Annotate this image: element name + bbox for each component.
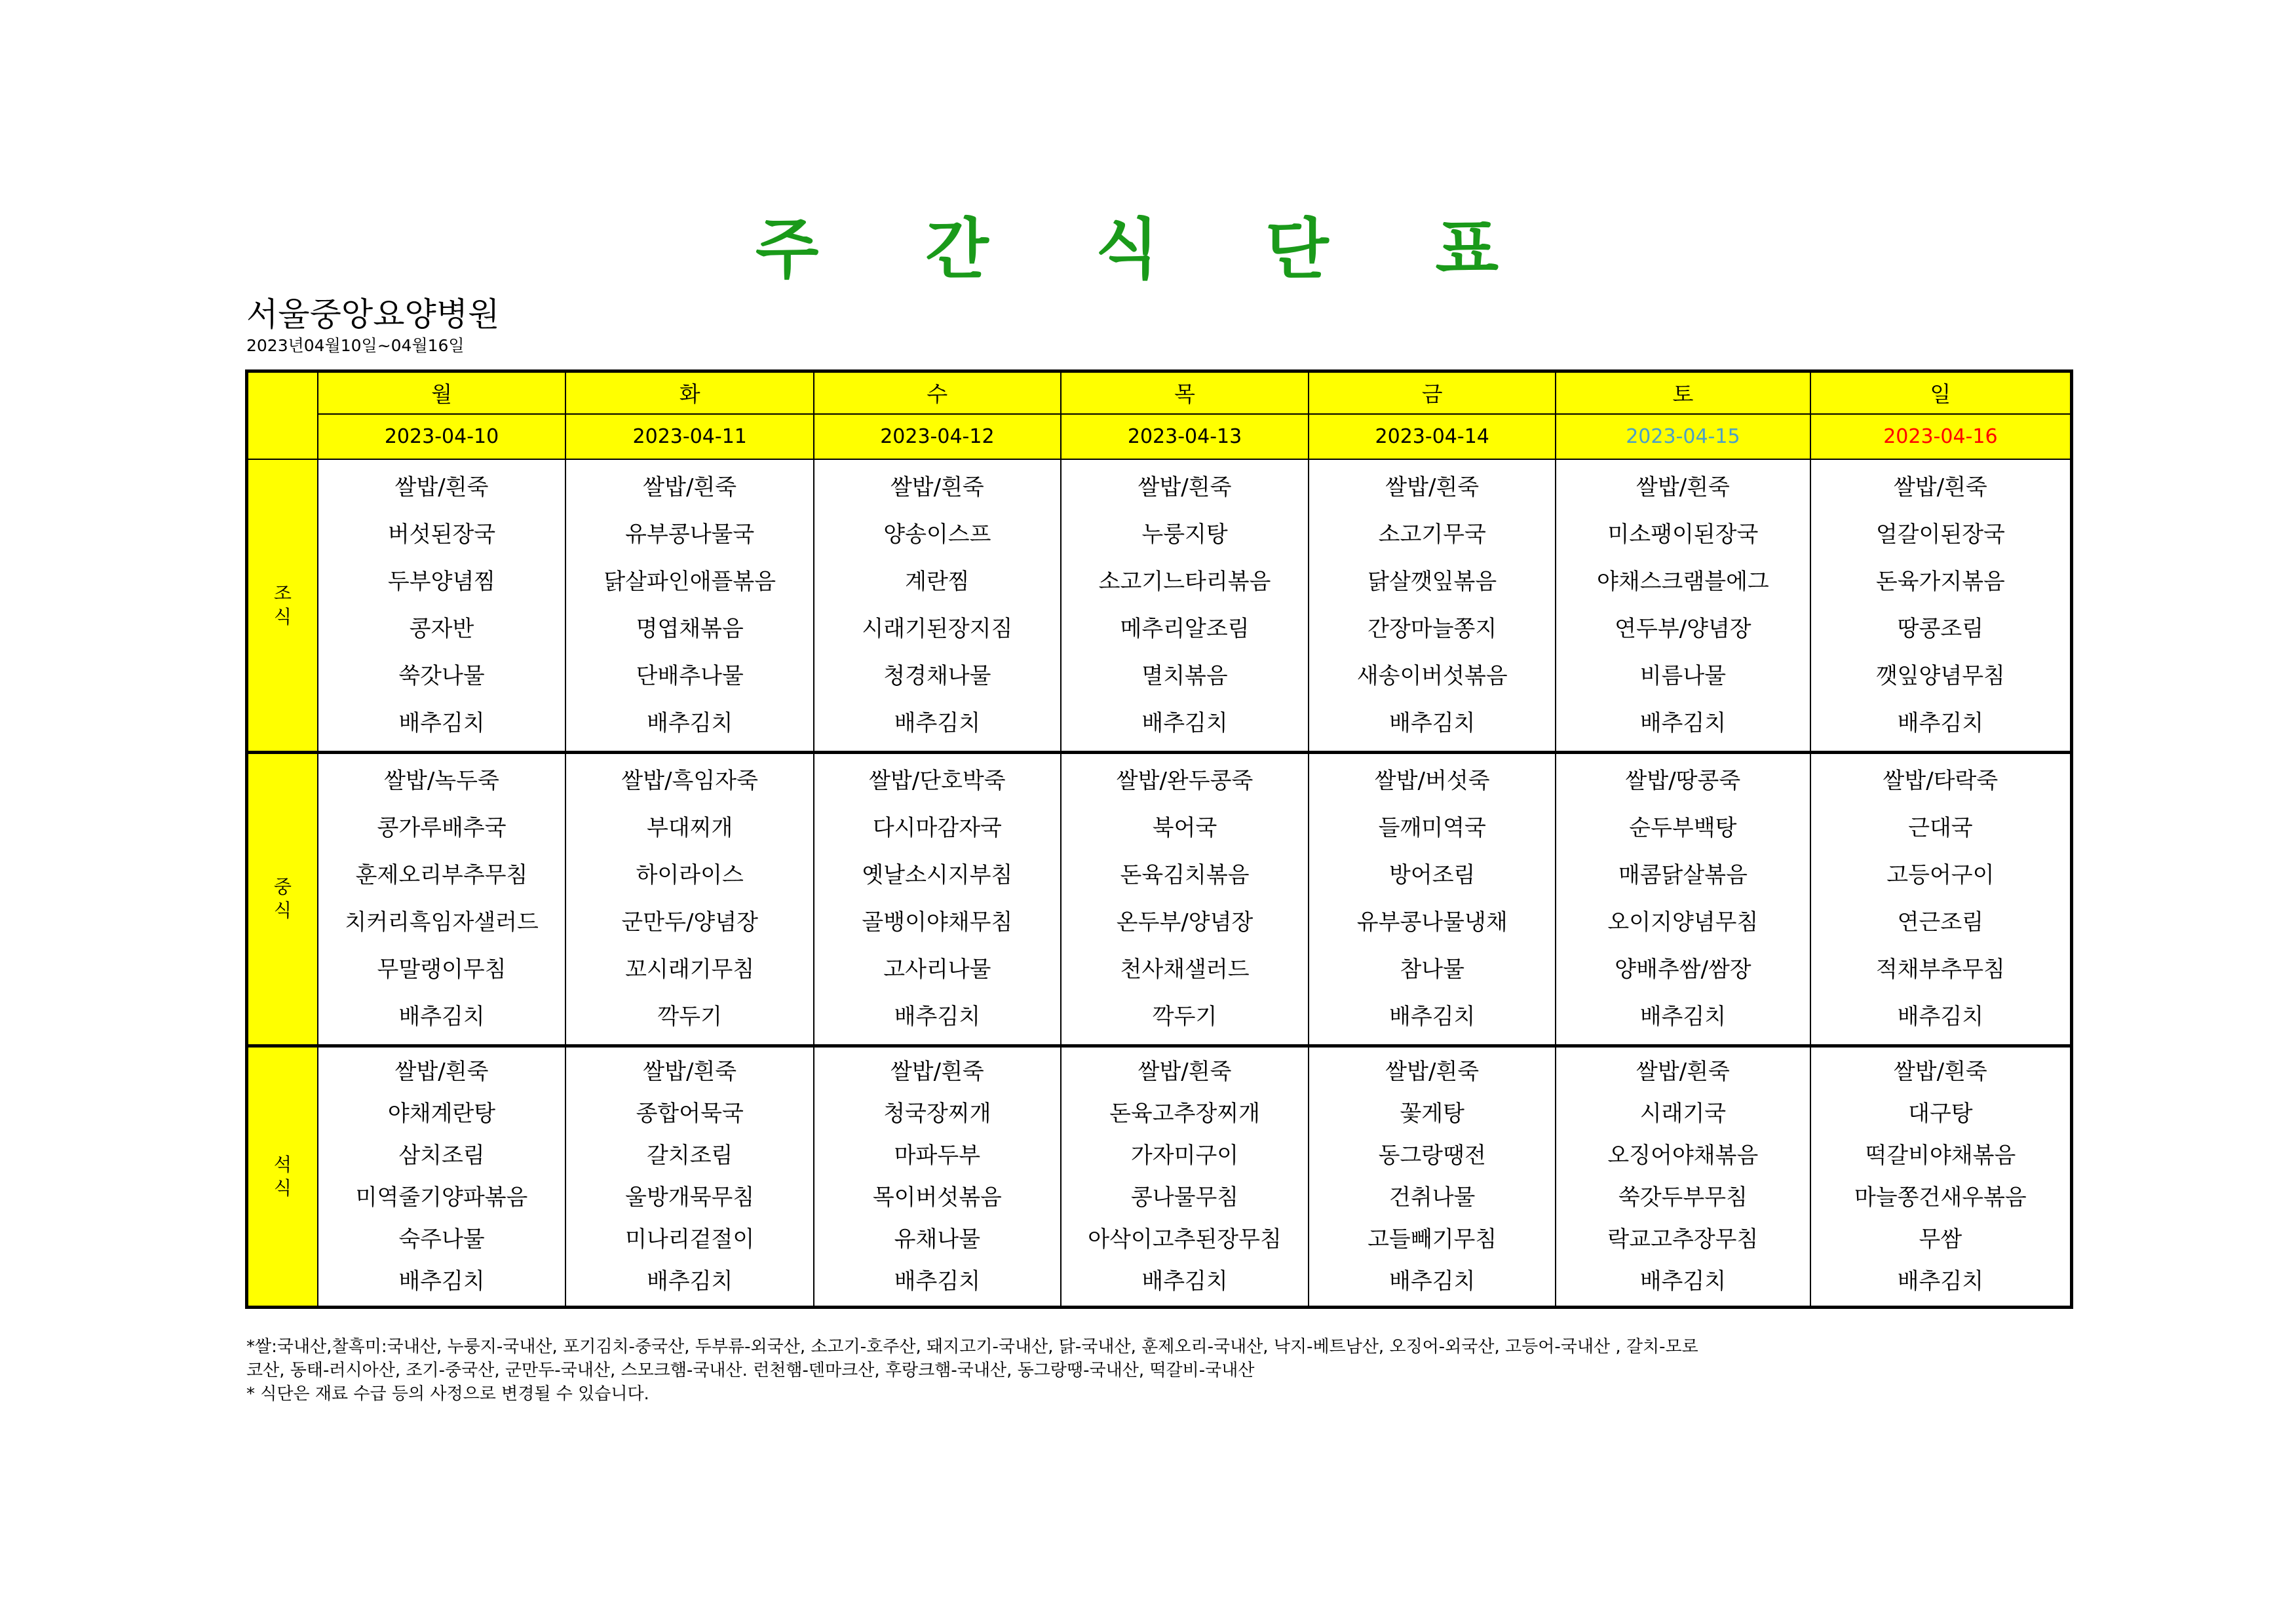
dish-item: 야채스크램블에그 bbox=[1597, 569, 1769, 595]
dish-item: 매콤닭살볶음 bbox=[1618, 862, 1748, 889]
dish-item: 쌀밥/흰죽 bbox=[1893, 1058, 1987, 1085]
dish-item: 배추김치 bbox=[1639, 1268, 1727, 1294]
dish-item: 쌀밥/흰죽 bbox=[394, 474, 489, 501]
dish-item: 쌀밥/땅콩죽 bbox=[1625, 768, 1741, 795]
dish-item: 쌀밥/흰죽 bbox=[643, 1058, 737, 1085]
dish-item: 배추김치 bbox=[398, 1268, 485, 1294]
weekly-menu-table bbox=[245, 369, 2073, 1309]
dish-item: 천사채샐러드 bbox=[1120, 956, 1250, 983]
meal-day-cell bbox=[814, 459, 1061, 752]
dish-item: 군만두/양념장 bbox=[621, 909, 758, 936]
dish-item: 꽃게탕 bbox=[1400, 1100, 1464, 1127]
dish-item: 쌀밥/녹두죽 bbox=[384, 768, 499, 795]
dish-item: 청경채나물 bbox=[883, 663, 991, 690]
dish-item: 아삭이고추된장무침 bbox=[1088, 1226, 1282, 1253]
dish-item: 고등어구이 bbox=[1886, 862, 1995, 889]
day-header: 토 bbox=[1556, 371, 1810, 414]
dish-item: 마파두부 bbox=[894, 1142, 981, 1169]
dish-item: 닭살파인애플볶음 bbox=[603, 569, 776, 595]
hospital-name: 서울중앙요양병원 bbox=[246, 295, 500, 333]
dish-item: 돈육고추장찌개 bbox=[1109, 1100, 1260, 1127]
dish-item: 얼갈이된장국 bbox=[1875, 521, 2005, 548]
dish-item: 쌀밥/흰죽 bbox=[890, 1058, 984, 1085]
dish-item: 땅콩조림 bbox=[1897, 616, 1984, 643]
day-header: 월 bbox=[318, 371, 566, 414]
dish-item: 배추김치 bbox=[1141, 710, 1228, 737]
dish-item: 미역줄기양파볶음 bbox=[355, 1184, 528, 1211]
dish-item: 쌀밥/흰죽 bbox=[1138, 474, 1232, 501]
dish-item: 오징어야채볶음 bbox=[1607, 1142, 1759, 1169]
dish-item: 간장마늘쫑지 bbox=[1368, 616, 1497, 643]
meal-day-cell bbox=[565, 1046, 814, 1307]
dish-item: 쌀밥/흰죽 bbox=[1636, 1058, 1730, 1085]
header-corner bbox=[247, 371, 318, 460]
dish-item: 하이라이스 bbox=[636, 862, 744, 889]
dish-item: 양배추쌈/쌈장 bbox=[1615, 956, 1751, 983]
dish-item: 누룽지탕 bbox=[1141, 521, 1228, 548]
dish-item: 소고기무국 bbox=[1378, 521, 1486, 548]
dish-item: 쌀밥/흰죽 bbox=[1385, 474, 1480, 501]
dish-item: 북어국 bbox=[1152, 815, 1217, 842]
dish-item: 시래기된장지짐 bbox=[862, 616, 1013, 643]
dish-item: 고사리나물 bbox=[883, 956, 991, 983]
meal-day-cell bbox=[1309, 752, 1556, 1046]
meal-day-cell bbox=[1061, 1046, 1309, 1307]
dish-item: 울방개묵무침 bbox=[625, 1184, 755, 1211]
day-header: 금 bbox=[1309, 371, 1556, 414]
day-header: 화 bbox=[565, 371, 814, 414]
dish-item: 쌀밥/버섯죽 bbox=[1374, 768, 1490, 795]
date-header-sunday: 2023-04-16 bbox=[1810, 414, 2072, 460]
dish-item: 목이버섯볶음 bbox=[872, 1184, 1002, 1211]
dish-item: 참나물 bbox=[1400, 956, 1464, 983]
dish-item: 쌀밥/흰죽 bbox=[1636, 474, 1730, 501]
meal-day-cell bbox=[1810, 752, 2072, 1046]
dish-item: 닭살깻잎볶음 bbox=[1368, 569, 1497, 595]
dish-item: 쌀밥/흰죽 bbox=[394, 1058, 489, 1085]
dish-item: 건취나물 bbox=[1389, 1184, 1476, 1211]
day-header-row bbox=[247, 371, 2072, 414]
dish-item: 깍두기 bbox=[657, 1004, 722, 1030]
meal-rows bbox=[247, 459, 2072, 1307]
dish-item: 양송이스프 bbox=[883, 521, 991, 548]
dish-item: 숙주나물 bbox=[398, 1226, 485, 1253]
meal-day-cell bbox=[1309, 459, 1556, 752]
dish-item: 고들빼기무침 bbox=[1368, 1226, 1497, 1253]
dish-item: 옛날소시지부침 bbox=[862, 862, 1013, 889]
dish-item: 청국장찌개 bbox=[883, 1100, 991, 1127]
dish-item: 소고기느타리볶음 bbox=[1098, 569, 1271, 595]
dish-item: 계란찜 bbox=[905, 569, 970, 595]
meal-day-cell bbox=[318, 459, 566, 752]
dish-item: 메추리알조림 bbox=[1120, 616, 1250, 643]
meal-day-cell bbox=[1810, 1046, 2072, 1307]
meal-day-cell bbox=[814, 1046, 1061, 1307]
dish-item: 쌀밥/흰죽 bbox=[1385, 1058, 1480, 1085]
dish-item: 동그랑땡전 bbox=[1378, 1142, 1486, 1169]
dish-item: 배추김치 bbox=[1639, 1004, 1727, 1030]
dish-item: 미나리겉절이 bbox=[625, 1226, 755, 1253]
dish-item: 꼬시래기무침 bbox=[625, 956, 755, 983]
meal-label: 조 식 bbox=[247, 459, 318, 752]
dish-item: 배추김치 bbox=[1389, 710, 1476, 737]
dish-item: 유채나물 bbox=[894, 1226, 981, 1253]
dish-item: 깍두기 bbox=[1152, 1004, 1217, 1030]
dish-item: 배추김치 bbox=[894, 710, 981, 737]
dish-item: 배추김치 bbox=[1897, 710, 1984, 737]
dish-item: 유부콩나물국 bbox=[625, 521, 755, 548]
dish-item: 배추김치 bbox=[894, 1268, 981, 1294]
meal-row bbox=[247, 459, 2072, 752]
meal-row bbox=[247, 1046, 2072, 1307]
dish-item: 치커리흑임자샐러드 bbox=[345, 909, 539, 936]
dish-item: 배추김치 bbox=[398, 710, 485, 737]
dish-item: 순두부백탕 bbox=[1629, 815, 1737, 842]
dish-item: 쌀밥/타락죽 bbox=[1883, 768, 1999, 795]
dish-item: 마늘쫑건새우볶음 bbox=[1854, 1184, 2027, 1211]
dish-item: 배추김치 bbox=[1639, 710, 1727, 737]
dish-item: 단배추나물 bbox=[636, 663, 744, 690]
date-header: 2023-04-12 bbox=[814, 414, 1061, 460]
dish-item: 골뱅이야채무침 bbox=[862, 909, 1013, 936]
meal-day-cell bbox=[1810, 459, 2072, 752]
meal-label: 석 식 bbox=[247, 1046, 318, 1307]
dish-item: 쌀밥/완두콩죽 bbox=[1116, 768, 1253, 795]
meal-day-cell bbox=[318, 1046, 566, 1307]
dish-item: 배추김치 bbox=[1389, 1004, 1476, 1030]
dish-item: 쌀밥/흰죽 bbox=[643, 474, 737, 501]
change-notice: * 식단은 재료 수급 등의 사정으로 변경될 수 있습니다. bbox=[246, 1384, 649, 1404]
dish-item: 종합어묵국 bbox=[636, 1100, 744, 1127]
dish-item: 미소팽이된장국 bbox=[1607, 521, 1759, 548]
meal-label: 중 식 bbox=[247, 752, 318, 1046]
dish-item: 쌀밥/단호박죽 bbox=[869, 768, 1006, 795]
dish-item: 쌀밥/흰죽 bbox=[890, 474, 984, 501]
dish-item: 연근조림 bbox=[1897, 909, 1984, 936]
meal-row bbox=[247, 752, 2072, 1046]
dish-item: 배추김치 bbox=[647, 710, 733, 737]
dish-item: 배추김치 bbox=[1897, 1268, 1984, 1294]
meal-day-cell bbox=[1556, 459, 1810, 752]
dish-item: 대구탕 bbox=[1908, 1100, 1973, 1127]
date-header: 2023-04-11 bbox=[565, 414, 814, 460]
dish-item: 시래기국 bbox=[1639, 1100, 1727, 1127]
date-header-saturday: 2023-04-15 bbox=[1556, 414, 1810, 460]
dish-item: 부대찌개 bbox=[647, 815, 733, 842]
dish-item: 명엽채볶음 bbox=[636, 616, 744, 643]
dish-item: 갈치조림 bbox=[647, 1142, 733, 1169]
dish-item: 락교고추장무침 bbox=[1607, 1226, 1759, 1253]
dish-item: 콩나물무침 bbox=[1130, 1184, 1239, 1211]
origin-note: 코산, 동태-러시아산, 조기-중국산, 군만두-국내산, 스모크햄-국내산. 런천햄-덴마크산, 후랑크햄-국내산, 동그랑땡-국내산, 떡갈비-국내산 bbox=[246, 1361, 1255, 1380]
dish-item: 새송이버섯볶음 bbox=[1356, 663, 1508, 690]
dish-item: 배추김치 bbox=[1389, 1268, 1476, 1294]
day-header: 일 bbox=[1810, 371, 2072, 414]
meal-day-cell bbox=[1556, 752, 1810, 1046]
dish-item: 깻잎양념무침 bbox=[1875, 663, 2005, 690]
dish-item: 방어조림 bbox=[1389, 862, 1476, 889]
dish-item: 버섯된장국 bbox=[387, 521, 496, 548]
footnotes bbox=[246, 1335, 2068, 1406]
dish-item: 쑥갓두부무침 bbox=[1618, 1184, 1748, 1211]
day-header: 목 bbox=[1061, 371, 1309, 414]
date-header: 2023-04-10 bbox=[318, 414, 566, 460]
dish-item: 훈제오리부추무침 bbox=[355, 862, 528, 889]
dish-item: 야채계란탕 bbox=[387, 1100, 496, 1127]
dish-item: 돈육가지볶음 bbox=[1875, 569, 2005, 595]
dish-item: 배추김치 bbox=[647, 1268, 733, 1294]
menu-period: 2023년04월10일~04월16일 bbox=[246, 336, 465, 355]
dish-item: 쌀밥/흰죽 bbox=[1138, 1058, 1232, 1085]
meal-day-cell bbox=[1309, 1046, 1556, 1307]
dish-item: 떡갈비야채볶음 bbox=[1865, 1142, 2016, 1169]
meal-day-cell bbox=[1556, 1046, 1810, 1307]
meal-day-cell bbox=[565, 459, 814, 752]
dish-item: 삼치조림 bbox=[398, 1142, 485, 1169]
date-header: 2023-04-14 bbox=[1309, 414, 1556, 460]
dish-item: 적채부추무침 bbox=[1875, 956, 2005, 983]
dish-item: 다시마감자국 bbox=[872, 815, 1002, 842]
dish-item: 무말랭이무침 bbox=[377, 956, 507, 983]
date-header: 2023-04-13 bbox=[1061, 414, 1309, 460]
dish-item: 가자미구이 bbox=[1130, 1142, 1239, 1169]
meal-day-cell bbox=[565, 752, 814, 1046]
origin-note: *쌀:국내산,찰흑미:국내산, 누룽지-국내산, 포기김치-중국산, 두부류-외국산, 소고기-호주산, 돼지고기-국내산, 닭-국내산, 훈제오리-국내산, 낙지-베트남산, 오징어-외국산, 고등어-국내산 , 갈치-모로 bbox=[246, 1337, 1698, 1357]
dish-item: 두부양념찜 bbox=[387, 569, 496, 595]
dish-item: 온두부/양념장 bbox=[1116, 909, 1253, 936]
meal-day-cell bbox=[1061, 752, 1309, 1046]
dish-item: 멸치볶음 bbox=[1141, 663, 1228, 690]
dish-item: 배추김치 bbox=[1141, 1268, 1228, 1294]
dish-item: 들깨미역국 bbox=[1378, 815, 1486, 842]
dish-item: 오이지양념무침 bbox=[1607, 909, 1759, 936]
meal-day-cell bbox=[318, 752, 566, 1046]
dish-item: 무쌈 bbox=[1919, 1226, 1962, 1253]
dish-item: 콩자반 bbox=[409, 616, 474, 643]
dish-item: 쌀밥/흰죽 bbox=[1893, 474, 1987, 501]
meal-day-cell bbox=[1061, 459, 1309, 752]
dish-item: 유부콩나물냉채 bbox=[1356, 909, 1508, 936]
dish-item: 쌀밥/흑임자죽 bbox=[621, 768, 758, 795]
dish-item: 돈육김치볶음 bbox=[1120, 862, 1250, 889]
dish-item: 쑥갓나물 bbox=[398, 663, 485, 690]
meal-day-cell bbox=[814, 752, 1061, 1046]
dish-item: 배추김치 bbox=[894, 1004, 981, 1030]
dish-item: 배추김치 bbox=[398, 1004, 485, 1030]
page-title: 주 간 식 단 표 bbox=[755, 211, 1541, 288]
dish-item: 근대국 bbox=[1908, 815, 1973, 842]
dish-item: 비름나물 bbox=[1639, 663, 1727, 690]
day-header: 수 bbox=[814, 371, 1061, 414]
dish-item: 배추김치 bbox=[1897, 1004, 1984, 1030]
date-header-row bbox=[247, 414, 2072, 460]
dish-item: 연두부/양념장 bbox=[1615, 616, 1751, 643]
dish-item: 콩가루배추국 bbox=[377, 815, 507, 842]
